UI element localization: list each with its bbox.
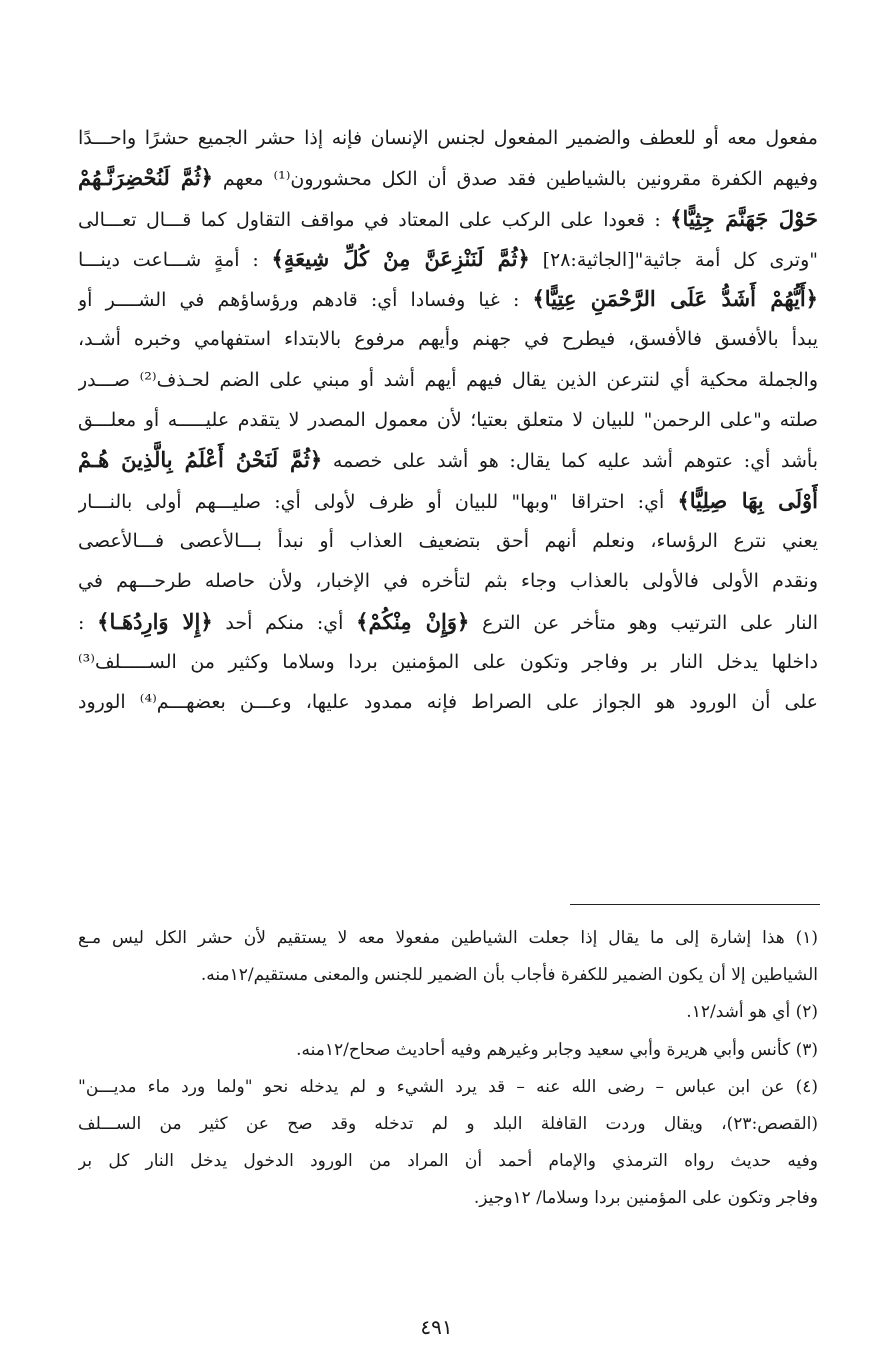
commentary-text: النار على الترتيب وهو متأخر عن الترع bbox=[469, 611, 818, 634]
quran-verse: ﴿ثُمَّ لَنُحْضِرَنَّـهُمْ bbox=[78, 165, 213, 191]
text-line bbox=[78, 400, 818, 440]
text-line bbox=[78, 521, 818, 561]
footnote-line: وفيه حديث رواه الترمذي والإمام أحمد أن المراد من الورود الدخول يدخل النار كل بر bbox=[78, 1151, 818, 1172]
footnote-separator bbox=[570, 904, 820, 905]
quran-verse: ﴿إِلا وَارِدُهَـا﴾ bbox=[97, 608, 213, 634]
commentary-text: على أن الورود هو الجواز على الصراط فإنه ممدود عليها، وعـــن بعضهـــم⁽⁴⁾ الورود bbox=[78, 691, 818, 714]
text-line bbox=[78, 561, 818, 601]
text-line bbox=[78, 118, 818, 158]
commentary-text: وفيهم الكفرة مقرونين بالشياطين فقد صدق أن الكل محشورون⁽¹⁾ معهم bbox=[213, 168, 818, 191]
commentary-text: ونقدم الأولى فالأولى بالعذاب وجاء بثم لتأخره في الإخبار، ولأن حاصله طرحـــهم في bbox=[78, 570, 818, 593]
commentary-text: : غيا وفسادا أي: قادهم ورؤساؤهم في الشــــر أو bbox=[78, 289, 533, 312]
commentary-text: أي: احتراقا "وبها" للبيان أو ظرف لأولى أي: صليـــهم أولى بالنـــار bbox=[78, 490, 678, 513]
text-line bbox=[78, 158, 818, 198]
footnote-line: (٣) كأنس وأبي هريرة وأبي سعيد وجابر وغيرهم وفيه أحاديث صحاح/١٢منه. bbox=[296, 1039, 818, 1060]
text-line bbox=[78, 440, 818, 480]
commentary-text: : أمةٍ شـــاعت دينـــا bbox=[78, 248, 272, 271]
text-line bbox=[78, 481, 818, 521]
main-text-block bbox=[78, 118, 818, 722]
commentary-text: داخلها يدخل النار بر وفاجر وتكون على المؤمنين بردا وسلاما وكثير من الســـــلف⁽³⁾ bbox=[78, 650, 818, 673]
commentary-text: يبدأ بالأفسق فالأفسق، فيطرح في جهنم وأيهم مرفوع بالابتداء استفهامي وخبره أشـد، bbox=[78, 328, 818, 351]
commentary-text: بأشد أي: عتوهم أشد عليه كما يقال: هو أشد على خصمه bbox=[322, 450, 818, 473]
commentary-text: مفعول معه أو للعطف والضمير المفعول لجنس الإنسان فإنه إذا حشر الجميع حشرًا واحـــدًا bbox=[78, 127, 818, 149]
text-line bbox=[78, 602, 818, 642]
text-line bbox=[78, 239, 818, 279]
footnote-line: الشياطين إلا أن يكون الضمير للكفرة فأجاب بأن الضمير للجنس والمعنى مستقيم/١٢منه. bbox=[200, 965, 818, 986]
commentary-text: : bbox=[78, 611, 98, 634]
footnote-line: (٢) أي هو أشد/١٢. bbox=[686, 1002, 818, 1023]
quran-verse: حَوْلَ جَهَنَّمَ جِثِيًّا﴾ bbox=[670, 205, 818, 231]
footnote-line: (القصص:٢٣)، ويقال وردت القافلة البلد و لم تدخله وقد صح عن كثير من الســـلف bbox=[78, 1113, 818, 1134]
text-line bbox=[78, 279, 818, 319]
footnote-line: وفاجر وتكون على المؤمنين بردا وسلاما/ ١٢وجيز. bbox=[473, 1188, 818, 1209]
footnotes-block bbox=[78, 920, 818, 1218]
quran-verse: ﴿ثُمَّ لَنَحْنُ أَعْلَمُ بِالَّذِينَ هُـمْ bbox=[78, 447, 323, 473]
page-number: ٤٩١ bbox=[420, 1315, 453, 1339]
commentary-text: : قعودا على الركب على المعتاد في مواقف التقاول كما قـــال تعـــالى bbox=[78, 208, 671, 231]
text-line bbox=[78, 682, 818, 722]
commentary-text: والجملة محكية أي لنترعن الذين يقال فيهم أيهم أشد أو مبني على الضم لحـذف⁽²⁾ صـــدر bbox=[78, 368, 818, 391]
quran-verse: أَوْلَى بِهَا صِلِيًّا﴾ bbox=[677, 487, 818, 513]
text-line bbox=[78, 319, 818, 359]
quran-verse: ﴿ثُمَّ لَنَنْزِعَنَّ مِنْ كُلِّ شِيعَةٍ﴾ bbox=[271, 245, 530, 271]
commentary-text: أي: منكم أحد bbox=[212, 611, 357, 634]
commentary-text: يعني نترع الرؤساء، ونعلم أنهم أحق بتضعيف العذاب أو نبدأ بـــالأعصى فـــالأعصى bbox=[78, 529, 818, 552]
footnote-line: (١) هذا إشارة إلى ما يقال إذا جعلت الشياطين مفعولا معه لا يستقيم لأن حشر الكل ليس مـع bbox=[78, 928, 818, 948]
quran-verse: ﴿وَإِنْ مِنْكُمْ﴾ bbox=[356, 608, 470, 634]
text-line bbox=[78, 199, 818, 239]
footnote-line: (٤) عن ابن عباس – رضى الله عنه – قد يرد الشيء و لم يدخله نحو "ولما ورد ماء مديـــن" bbox=[78, 1076, 818, 1097]
text-line bbox=[78, 642, 818, 682]
commentary-text: "وترى كل أمة جاثية"[الجاثية:٢٨] bbox=[529, 248, 818, 271]
commentary-text: صلته و"على الرحمن" للبيان لا متعلق بعتيا؛ لأن معمول المصدر لا يتقدم عليـــــه أو معلـــق bbox=[78, 409, 818, 432]
text-line bbox=[78, 360, 818, 400]
quran-verse: ﴿أَيُّهُمْ أَشَدُّ عَلَى الرَّحْمَنِ عِتِيًّا﴾ bbox=[532, 286, 818, 312]
